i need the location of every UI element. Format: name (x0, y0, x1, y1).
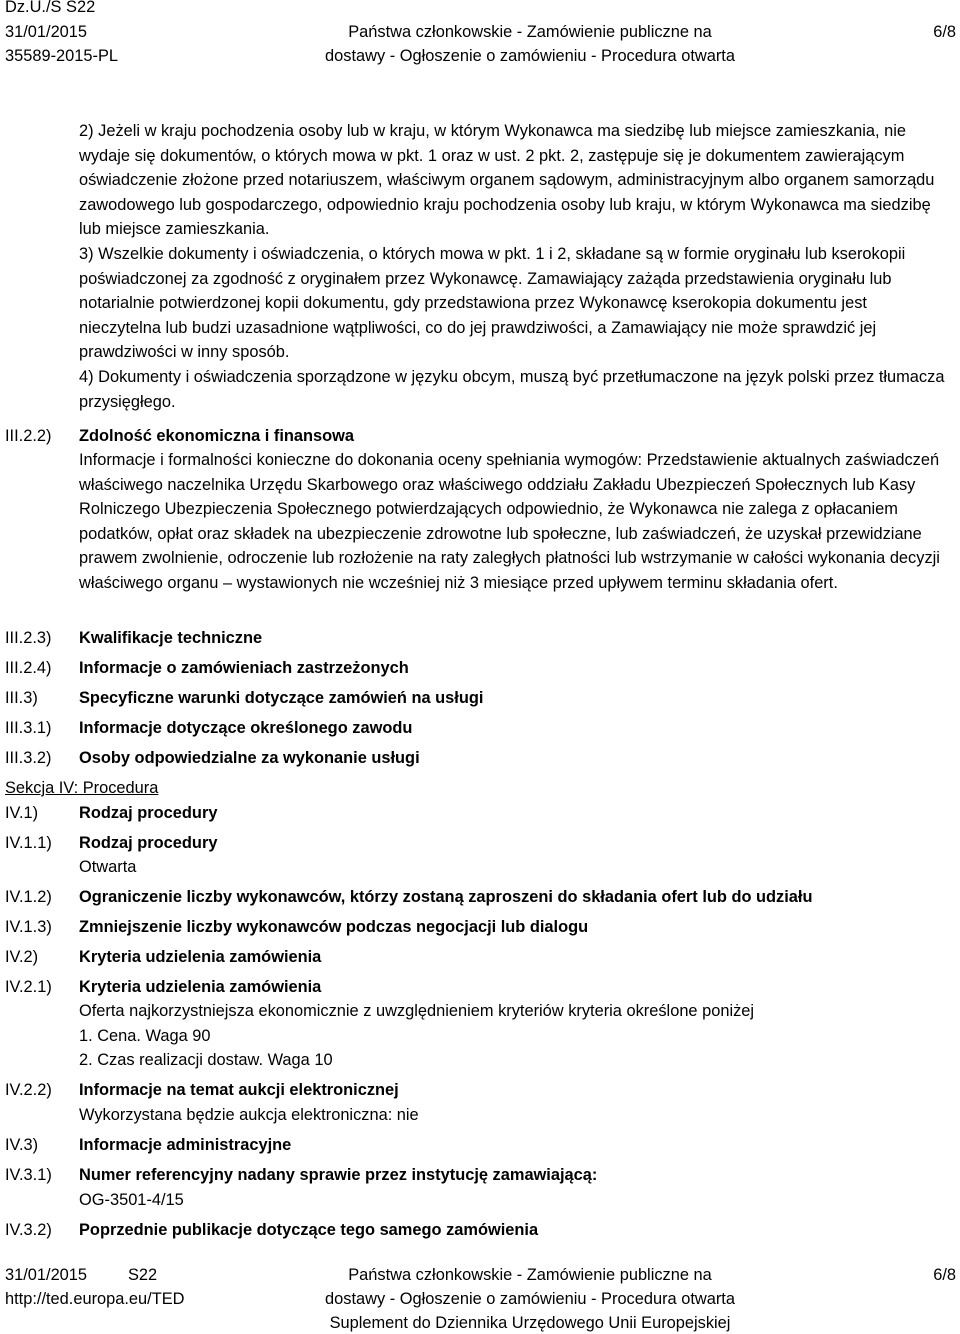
code-iv-3-2: IV.3.2) (5, 1221, 52, 1239)
heading-profession-info: Informacje dotyczące określonego zawodu (79, 719, 413, 737)
heading-award-criteria-sub: Kryteria udzielenia zamówienia (79, 978, 322, 996)
heading-service-conditions: Specyficzne warunki dotyczące zamówień na usługi (79, 689, 484, 707)
heading-reserved-contracts: Informacje o zamówieniach zastrzeżonych (79, 659, 409, 677)
code-iv-2-1: IV.2.1) (5, 978, 52, 996)
award-criterion-1: 1. Cena. Waga 90 (79, 1027, 211, 1045)
heading-limit-participants: Ograniczenie liczby wykonawców, którzy zostaną zaproszeni do składania ofert lub do udziału (79, 888, 813, 906)
intro-paragraph-4: 4) Dokumenty i oświadczenia sporządzone w języku obcym, muszą być przetłumaczone na język polski przez tłumacza przysięgłego. (79, 367, 945, 411)
intro-text (79, 119, 951, 414)
intro-paragraph-3: 3) Wszelkie dokumenty i oświadczenia, o których mowa w pkt. 1 i 2, składane są w formie oryginału lub kserokopii poświadczonej za zgodność z oryginałem przez Wykonawcę. Zamawiający zażąda przedstawienia oryginału lub notarialnie potwierdzonej kopii dokumentu, gdy przedstawiona przez Wykonawcę kserokopia dokumentu jest nieczytelna lub budzi uzasadnione wątpliwości, co do jej prawdziwości, a Zamawiający nie może sprawdzić jej prawdziwości w inny sposób. (79, 244, 906, 362)
reference-number-value: OG-3501-4/15 (79, 1191, 184, 1209)
footer-title-line3: Suplement do Dziennika Urzędowego Unii Europejskiej (329, 1314, 731, 1332)
heading-reference-number: Numer referencyjny nadany sprawie przez instytucję zamawiającą: (79, 1166, 598, 1184)
code-iii-3-1: III.3.1) (5, 719, 52, 737)
header-date: 31/01/2015 (5, 23, 88, 41)
heading-responsible-persons: Osoby odpowiedzialne za wykonanie usługi (79, 749, 420, 767)
section-iv-title: Sekcja IV: Procedura (5, 779, 159, 797)
header-title-line1: Państwa członkowskie - Zamówienie publiczne na (348, 23, 712, 41)
code-iv-1-1: IV.1.1) (5, 834, 52, 852)
award-criterion-2: 2. Czas realizacji dostaw. Waga 10 (79, 1051, 333, 1069)
code-iv-3-1: IV.3.1) (5, 1166, 52, 1184)
code-iii-3-2: III.3.2) (5, 749, 52, 767)
economic-capacity-text: Informacje i formalności konieczne do dokonania oceny spełniania wymogów: Przedstawienie aktualnych zaświadczeń właściwego naczelnika Urzędu Skarbowego oraz właściwego oddziału Zakładu Ubezpieczeń Społecznych lub Kasy Rolniczego Ubezpieczenia Społecznego potwierdzających odpowiednio, że Wykonawca nie zalega z opłacaniem podatków, opłat oraz składek na ubezpieczenie zdrowotne lub społeczne, lub zaświadczeń, że uzyskał przewidziane prawem zwolnienie, odroczenie lub rozłożenie na raty zaległych płatności lub wstrzymanie w całości wykonania decyzji właściwego organu – wystawionych nie wcześniej niż 3 miesiące przed upływem terminu składania ofert. (79, 451, 940, 592)
heading-administrative-info: Informacje administracyjne (79, 1136, 292, 1154)
footer-ted-link[interactable]: http://ted.europa.eu/TED (5, 1290, 185, 1308)
code-iii-3: III.3) (5, 689, 38, 707)
footer-page-number: 6/8 (933, 1266, 956, 1284)
code-iv-2: IV.2) (5, 948, 39, 966)
footer-date: 31/01/2015 (5, 1266, 88, 1284)
heading-reduction-participants: Zmniejszenie liczby wykonawców podczas negocjacji lub dialogu (79, 918, 589, 936)
code-iv-1-3: IV.1.3) (5, 918, 52, 936)
procedure-type-value: Otwarta (79, 858, 137, 876)
heading-previous-publications: Poprzednie publikacje dotyczące tego samego zamówienia (79, 1221, 539, 1239)
heading-economic-capacity: Zdolność ekonomiczna i finansowa (79, 427, 355, 445)
award-criteria-description: Oferta najkorzystniejsza ekonomicznie z uwzględnieniem kryteriów kryteria określone poniżej (79, 1002, 755, 1020)
code-iv-1: IV.1) (5, 804, 39, 822)
code-iv-2-2: IV.2.2) (5, 1081, 52, 1099)
header-page-number: 6/8 (933, 23, 956, 41)
intro-paragraph-2: 2) Jeżeli w kraju pochodzenia osoby lub w kraju, w którym Wykonawca ma siedzibę lub miejsce zamieszkania, nie wydaje się dokumentów, o których mowa w pkt. 1 oraz w ust. 2 pkt. 2, zastępuje się je dokumentem zawierającym oświadczenie złożone przed notariuszem, właściwym organem sądowym, administracyjnym albo organem samorządu zawodowego lub gospodarczego, odpowiednio kraju pochodzenia osoby lub kraju, w którym Wykonawca ma siedzibę lub miejsce zamieszkania. (79, 122, 935, 239)
code-iii-2-3: III.2.3) (5, 629, 52, 647)
code-iii-2-4: III.2.4) (5, 659, 52, 677)
code-iii-2-2: III.2.2) (5, 427, 52, 445)
footer-title-line2: dostawy - Ogłoszenie o zamówieniu - Procedura otwarta (325, 1290, 735, 1308)
footer-issue: S22 (128, 1266, 158, 1284)
code-iv-3: IV.3) (5, 1136, 39, 1154)
heading-technical-qualifications: Kwalifikacje techniczne (79, 629, 263, 647)
header-title-line2: dostawy - Ogłoszenie o zamówieniu - Procedura otwarta (325, 47, 735, 65)
heading-award-criteria: Kryteria udzielenia zamówienia (79, 948, 322, 966)
electronic-auction-value: Wykorzystana będzie aukcja elektroniczna: nie (79, 1106, 419, 1124)
code-iv-1-2: IV.1.2) (5, 888, 52, 906)
footer-title-line1: Państwa członkowskie - Zamówienie publiczne na (348, 1266, 712, 1284)
heading-procedure-type: Rodzaj procedury (79, 804, 218, 822)
heading-electronic-auction: Informacje na temat aukcji elektronicznej (79, 1081, 399, 1099)
heading-procedure-type-sub: Rodzaj procedury (79, 834, 218, 852)
header-ref-number: 35589-2015-PL (5, 47, 119, 65)
journal-ref: Dz.U./S S22 (5, 0, 96, 16)
